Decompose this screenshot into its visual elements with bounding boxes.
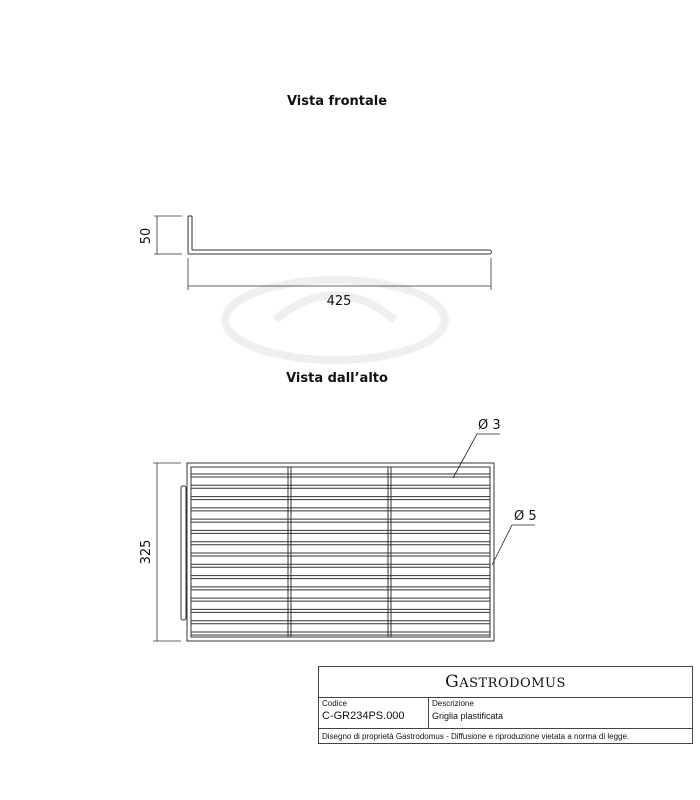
top-height-dimension-line bbox=[153, 463, 181, 641]
title-block-logo bbox=[319, 667, 692, 698]
title-block-row bbox=[319, 698, 692, 729]
wire-diameter-small-label: Ø 3 bbox=[478, 418, 501, 433]
title-block-footer: Disegno di proprietà Gastrodomus - Diffusione e riproduzione vietata a norma di legge. bbox=[322, 732, 630, 741]
front-view bbox=[154, 216, 492, 290]
front-width-dimension-line bbox=[188, 258, 491, 290]
front-height-dimension-line bbox=[154, 216, 182, 254]
top-height-label: 325 bbox=[139, 539, 154, 565]
top-view-title: Vista dall’alto bbox=[286, 371, 388, 386]
front-width-label: 425 bbox=[326, 294, 352, 309]
descrizione-label: Descrizione bbox=[432, 699, 474, 708]
company-logo: GASTRODOMUS bbox=[445, 672, 566, 692]
top-view bbox=[153, 434, 535, 641]
leader-large bbox=[492, 525, 535, 565]
wire-diameter-large-label: Ø 5 bbox=[514, 509, 537, 524]
codice-value: C-GR234PS.000 bbox=[322, 710, 405, 722]
front-height-label: 50 bbox=[139, 227, 154, 245]
front-bar bbox=[188, 250, 492, 254]
front-view-title: Vista frontale bbox=[286, 94, 388, 109]
grid-handle bbox=[181, 486, 186, 620]
grid-outer-frame bbox=[187, 463, 494, 641]
codice-cell bbox=[319, 698, 429, 728]
codice-label: Codice bbox=[322, 699, 347, 708]
descrizione-cell bbox=[429, 698, 692, 728]
grid-support-wires bbox=[288, 467, 391, 637]
descrizione-value: Griglia plastificata bbox=[432, 711, 504, 721]
front-post bbox=[188, 216, 192, 254]
grid-rods bbox=[191, 474, 490, 635]
grid-inner-frame bbox=[191, 467, 490, 637]
title-block bbox=[318, 666, 693, 744]
leader-small bbox=[453, 434, 500, 478]
